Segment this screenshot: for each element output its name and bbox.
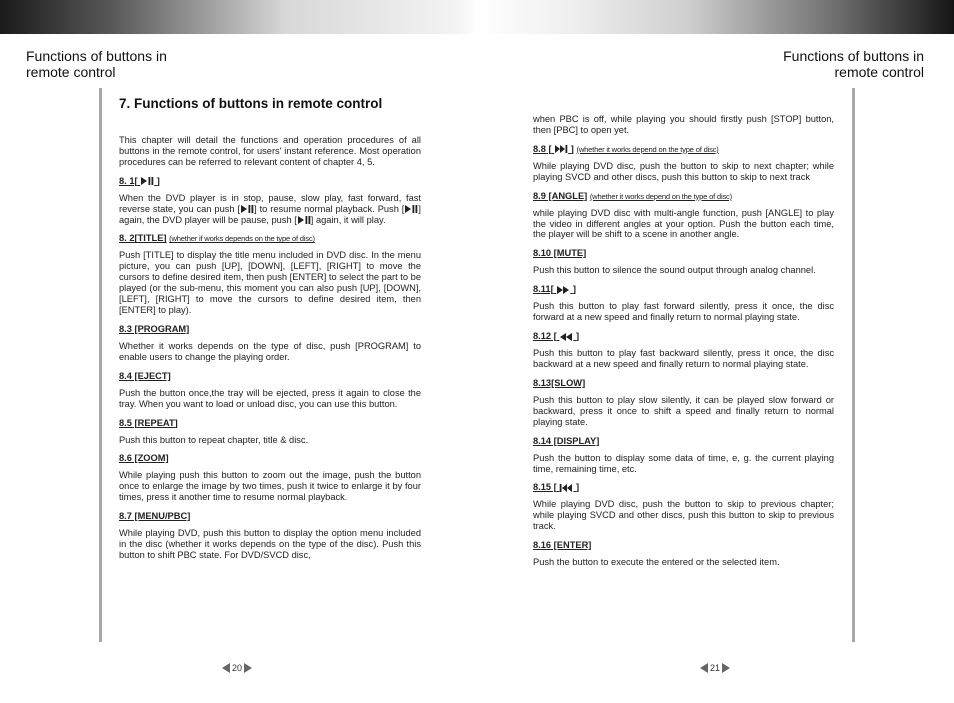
section-8-11-close: ] [572, 284, 576, 295]
section-8-3-text: Whether it works depends on the type of disc, push [PROGRAM] to enable users to change the playing order. [119, 340, 421, 362]
section-8-2-label: 8. 2[TITLE] [119, 233, 167, 244]
section-8-12-heading [533, 331, 834, 342]
section-8-6-text: While playing push this button to zoom out the image, push the button once to enlarge the image by two times, push it twice to enlarge it by four times, press it another time to resume normal playback. [119, 470, 421, 503]
section-8-7-text: While playing DVD, push this button to display the option menu included in the disc (whether it works depends on the type of the disc). Push this button to shift PBC state. For DVD/SVCD disc, [119, 528, 421, 560]
section-8-12-close: ] [575, 331, 580, 342]
continued-paragraph: when PBC is off, while playing you should firstly push [STOP] button, then [PBC] to open yet. [533, 114, 834, 135]
triangle-left-icon [222, 663, 230, 673]
header-right-line1: Functions of buttons in [783, 48, 924, 64]
section-8-15-label: 8.15 [ [533, 482, 557, 493]
section-8-13-label: 8.13[SLOW] [533, 377, 586, 388]
previous-chapter-icon [559, 484, 573, 492]
section-8-5-text: Push this button to repeat chapter, title & disc. [119, 434, 309, 445]
section-8-16-label: 8.16 [ENTER] [533, 540, 592, 551]
section-8-8-label: 8.8 [ [533, 143, 552, 154]
section-8-11-heading [533, 284, 834, 295]
section-8-6-heading [119, 453, 421, 464]
section-8-2-note: (whether if works depends on the type of disc) [169, 234, 315, 244]
next-chapter-icon [554, 145, 568, 153]
section-8-15-text: While playing DVD disc, push the button to skip to previous chapter; while playing SVCD and other discs, push this button to skip to previous track. [533, 499, 834, 532]
left-page-column [119, 96, 421, 561]
header-left-line1: Functions of buttons in [26, 48, 167, 64]
fast-forward-icon [556, 286, 570, 294]
section-8-15-close: ] [575, 482, 580, 493]
section-8-3-heading [119, 324, 421, 335]
top-gradient-band [0, 0, 954, 34]
play-pause-icon [404, 205, 418, 213]
play-pause-icon [140, 177, 154, 185]
section-8-8-heading [533, 144, 834, 155]
fast-backward-icon [559, 333, 573, 341]
section-8-9-text: while playing DVD disc with multi-angle function, push [ANGLE] to play the video in different angles at your option. Push the button each time, the player will be shift to a scene in another angle. [533, 207, 834, 240]
section-8-1-heading [119, 176, 421, 187]
right-margin-rule [852, 88, 855, 642]
triangle-right-icon [722, 663, 730, 673]
section-8-1-text: When the DVD player is in stop, pause, slow play, fast forward, fast reverse state, you can push [ ] to resume normal playback. Push [ ] again, the DVD player will be pause, push [ ] again, it will play. [119, 192, 421, 225]
section-8-8-text: While playing DVD disc, push the button to skip to next chapter; while playing SVCD and other discs, push this button to skip to next track [533, 160, 834, 182]
triangle-right-icon [244, 663, 252, 673]
section-8-10-text: Push this button to silence the sound output through analog channel. [533, 265, 816, 276]
section-8-16-heading [533, 540, 834, 551]
header-right [783, 48, 924, 80]
section-8-10-heading [533, 248, 834, 259]
section-8-11-text: Push this button to play fast forward silently, press it once, the disc forward at a new speed and finally return to normal playing state. [533, 301, 834, 323]
section-8-14-heading [533, 436, 834, 447]
section-8-6-label: 8.6 [ZOOM] [119, 453, 169, 464]
section-8-5-heading [119, 418, 421, 429]
section-8-13-heading [533, 378, 834, 389]
left-margin-rule [99, 88, 102, 642]
section-8-12-label: 8.12 [ [533, 331, 557, 342]
play-pause-icon [297, 216, 311, 224]
section-8-2-text: Push [TITLE] to display the title menu included in DVD disc. In the menu picture, you can push [UP], [DOWN], [LEFT], [RIGHT] to move the cursors to define desired item, then push [ENTER] to select the part to be played (or the sub-menu, this moment you can also push [UP], [DOWN], [LEFT], [RIGHT] to move the cursors to define desired item, then [ENTER] to play). [119, 250, 421, 315]
section-8-4-text: Push the button once,the tray will be ejected, press it again to close the tray. When you want to load or unload disc, you can use this button. [119, 387, 421, 409]
section-8-12-text: Push this button to play fast backward silently, press it once, the disc backward at a new speed and finally return to normal playing state. [533, 348, 834, 369]
page-number-left [222, 663, 252, 673]
page-number-right-value: 21 [710, 663, 721, 673]
section-8-1-close: ] [156, 175, 160, 186]
triangle-left-icon [700, 663, 708, 673]
section-8-16-text: Push the button to execute the entered or the selected item. [533, 557, 780, 568]
section-8-9-note: (whether it works depend on the type of disc) [589, 191, 732, 201]
section-8-8-note: (whether it works depend on the type of disc) [576, 144, 719, 154]
section-8-13-text: Push this button to play slow silently, it can be played slow forward or backward, press it once to shift a speed and finally return to normal playing state. [533, 394, 834, 427]
section-8-14-label: 8.14 [DISPLAY] [533, 435, 600, 446]
section-8-7-label: 8.7 [MENU/PBC] [119, 511, 191, 522]
header-right-line2: remote control [834, 64, 924, 80]
section-8-9-label: 8.9 [ANGLE] [533, 190, 588, 201]
section-8-15-heading [533, 482, 834, 493]
section-8-10-label: 8.10 [MUTE] [533, 248, 587, 259]
right-page-column [533, 114, 834, 568]
section-8-7-heading [119, 511, 421, 522]
section-8-11-label: 8.11[ [533, 284, 554, 295]
section-8-5-label: 8.5 [REPEAT] [119, 417, 178, 428]
section-8-4-label: 8.4 [EJECT] [119, 370, 171, 381]
section-8-2-heading [119, 233, 421, 244]
section-8-9-heading [533, 191, 834, 202]
header-left-line2: remote control [26, 64, 116, 80]
section-8-14-text: Push the button to display some data of time, e, g. the current playing time, remaining time, etc. [533, 452, 834, 474]
intro-paragraph: This chapter will detail the functions and operation procedures of all buttons in the remote control, for users' instant reference. Most operation procedures can be referred to relevant content of chapter 4, 5. [119, 135, 421, 167]
header-left [26, 48, 167, 80]
section-8-1-label: 8. 1[ [119, 175, 138, 186]
page-number-left-value: 20 [232, 663, 243, 673]
section-8-3-label: 8.3 [PROGRAM] [119, 323, 190, 334]
section-8-8-close: ] [570, 143, 574, 154]
page-number-right [700, 663, 730, 673]
section-8-4-heading [119, 371, 421, 382]
page-title: 7. Functions of buttons in remote control [119, 96, 383, 111]
play-pause-icon [240, 205, 254, 213]
